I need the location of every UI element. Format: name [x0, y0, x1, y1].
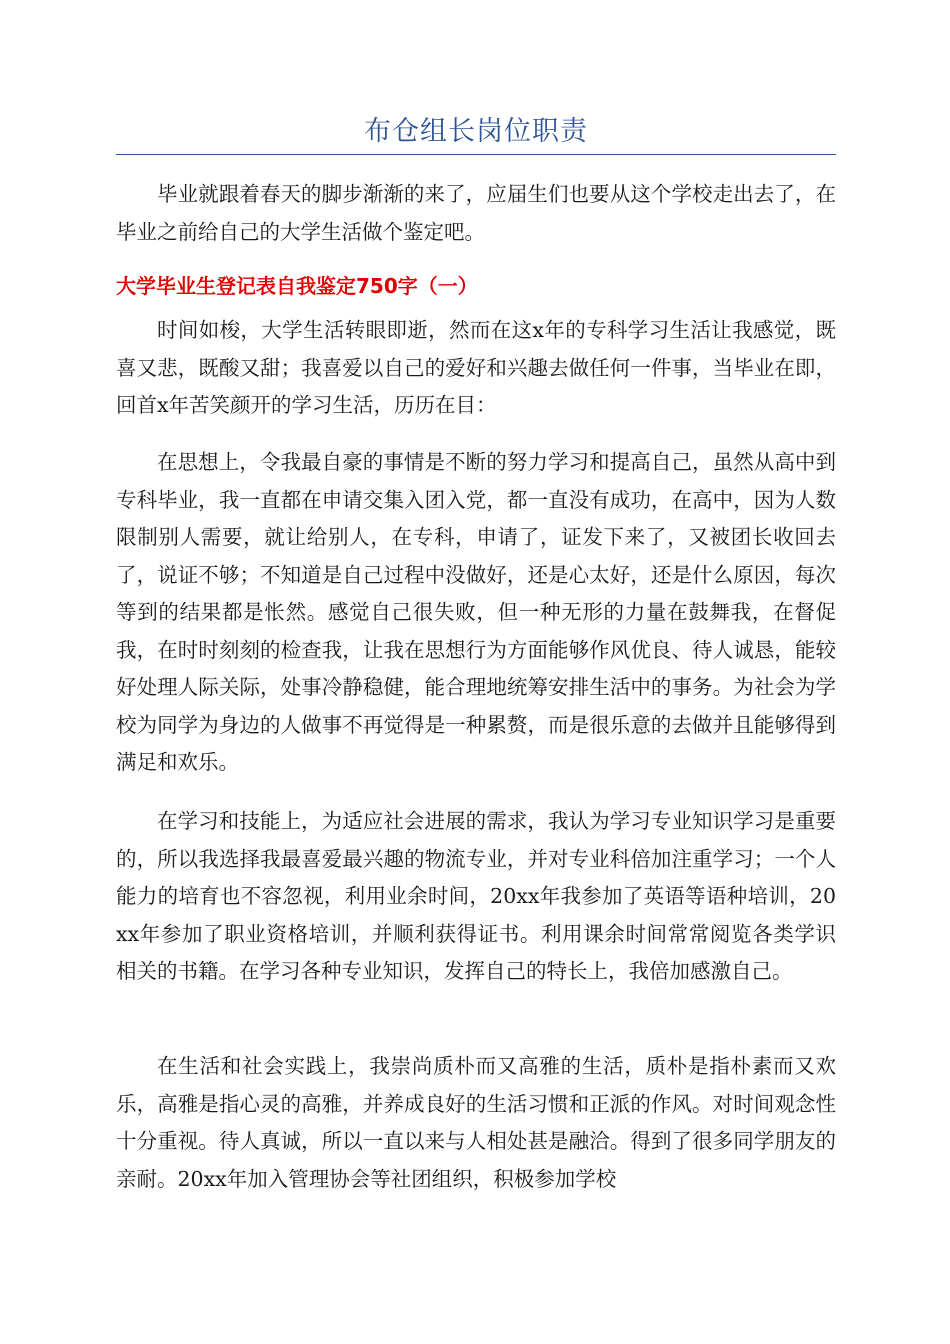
body-paragraph-4: 在生活和社会实践上，我崇尚质朴而又高雅的生活，质朴是指朴素而又欢乐，高雅是指心灵的高雅，并养成良好的生活习惯和正派的作风。对时间观念性十分重视。待人真诚，所以一直以来与人相处甚是融洽。得到了很多同学朋友的亲耐。20xx年加入管理协会等社团组织，积极参加学校	[116, 1054, 836, 1191]
body-paragraph-1: 时间如梭，大学生活转眼即逝，然而在这x年的专科学习生活让我感觉，既喜又悲，既酸又甜；我喜爱以自己的爱好和兴趣去做任何一件事，当毕业在即，回首x年苦笑颜开的学习生活，历历在目：	[116, 318, 836, 417]
body-paragraph-2: 在思想上，令我最自豪的事情是不断的努力学习和提高自己，虽然从高中到专科毕业，我一直都在申请交集入团入党，都一直没有成功，在高中，因为人数限制别人需要，就让给别人，在专科，申请了，证发下来了，又被团长收回去了，说证不够；不知道是自己过程中没做好，还是心太好，还是什么原因，每次等到的结果都是怅然。感觉自己很失败，但一种无形的力量在鼓舞我，在督促我，在时时刻刻的检查我，让我在思想行为方面能够作风优良、待人诚恳，能较好处理人际关际，处事冷静稳健，能合理地统筹安排生活中的事务。为社会为学校为同学为身边的人做事不再觉得是一种累赘，而是很乐意的去做并且能够得到满足和欢乐。	[116, 450, 836, 774]
document-title: 布仓组长岗位职责	[364, 116, 588, 147]
intro-paragraph: 毕业就跟着春天的脚步渐渐的来了，应届生们也要从这个学校走出去了，在毕业之前给自己的大学生活做个鉴定吧。	[116, 182, 836, 244]
body-paragraph-3: 在学习和技能上，为适应社会进展的需求，我认为学习专业知识学习是重要的，所以我选择我最喜爱最兴趣的物流专业，并对专业科倍加注重学习；一个人能力的培育也不容忽视，利用业余时间，20xx年我参加了英语等语种培训，20xx年参加了职业资格培训，并顺利获得证书。利用课余时间常常阅览各类学识相关的书籍。在学习各种专业知识，发挥自己的特长上，我倍加感激自己。	[116, 809, 836, 983]
section-heading: 大学毕业生登记表自我鉴定750字（一）	[116, 274, 478, 298]
title-underline	[116, 154, 836, 155]
